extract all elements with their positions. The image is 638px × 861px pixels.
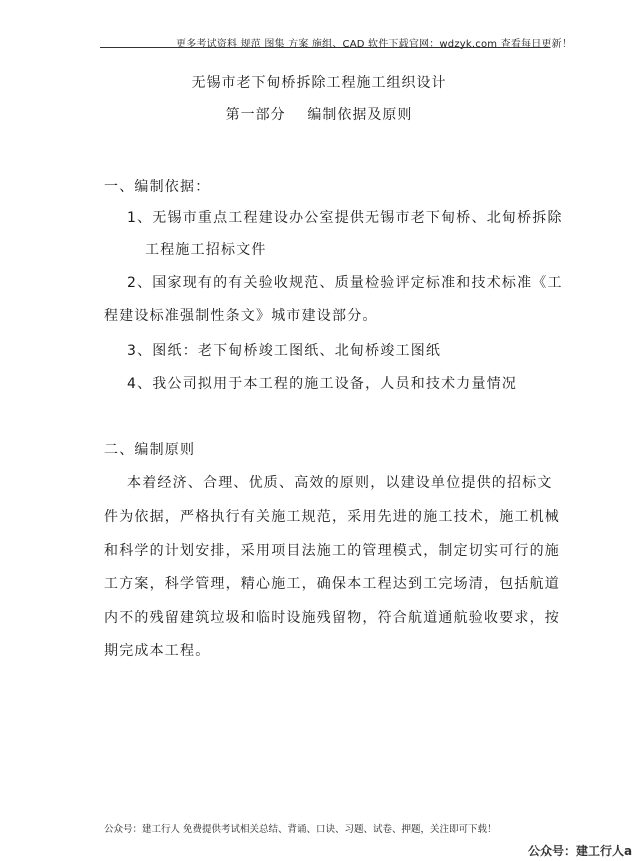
section2-line: 期完成本工程。 [104,643,211,659]
header-banner: 更多考试资料 规范 图集 方案 施组、CAD 软件下载官网：wdzyk.com 查看每日更新！ [176,39,573,50]
watermark: 公众号：建工行人a [528,844,633,858]
header-rule [100,47,550,48]
section2-line: 件为依据，严格执行有关施工规范，采用先进的施工技术，施工机械 [104,509,560,525]
section2-line: 和科学的计划安排，采用项目法施工的管理模式，制定切实可行的施 [104,543,560,559]
footer-note: 公众号：建工行人 免费提供考试相关总结、背诵、口诀、习题、试卷、押题，关注即可下载！ [104,824,497,835]
document-title: 无锡市老下甸桥拆除工程施工组织设计 [191,75,447,91]
section1-line: 工程施工招标文件 [145,242,267,258]
section2-line: 工方案，科学管理，精心施工，确保本工程达到工完场清，包括航道 [104,576,560,592]
document-subtitle: 第一部分 编制依据及原则 [225,107,413,123]
section2-heading: 二、编制原则 [104,442,196,458]
section1-line: 1、无锡市重点工程建设办公室提供无锡市老下甸桥、北甸桥拆除 [127,210,563,226]
section1-line: 2、国家现有的有关验收规范、质量检验评定标准和技术标准《工 [127,275,563,291]
section1-line: 程建设标准强制性条文》城市建设部分。 [104,308,378,324]
section1-line: 3、图纸：老下甸桥竣工图纸、北甸桥竣工图纸 [127,343,442,359]
section2-line: 本着经济、合理、优质、高效的原则，以建设单位提供的招标文 [127,475,553,491]
section1-heading: 一、编制依据： [104,179,211,195]
section2-line: 内不的残留建筑垃圾和临时设施残留物，符合航道通航验收要求，按 [104,610,560,626]
section1-line: 4、我公司拟用于本工程的施工设备，人员和技术力量情况 [127,376,518,392]
